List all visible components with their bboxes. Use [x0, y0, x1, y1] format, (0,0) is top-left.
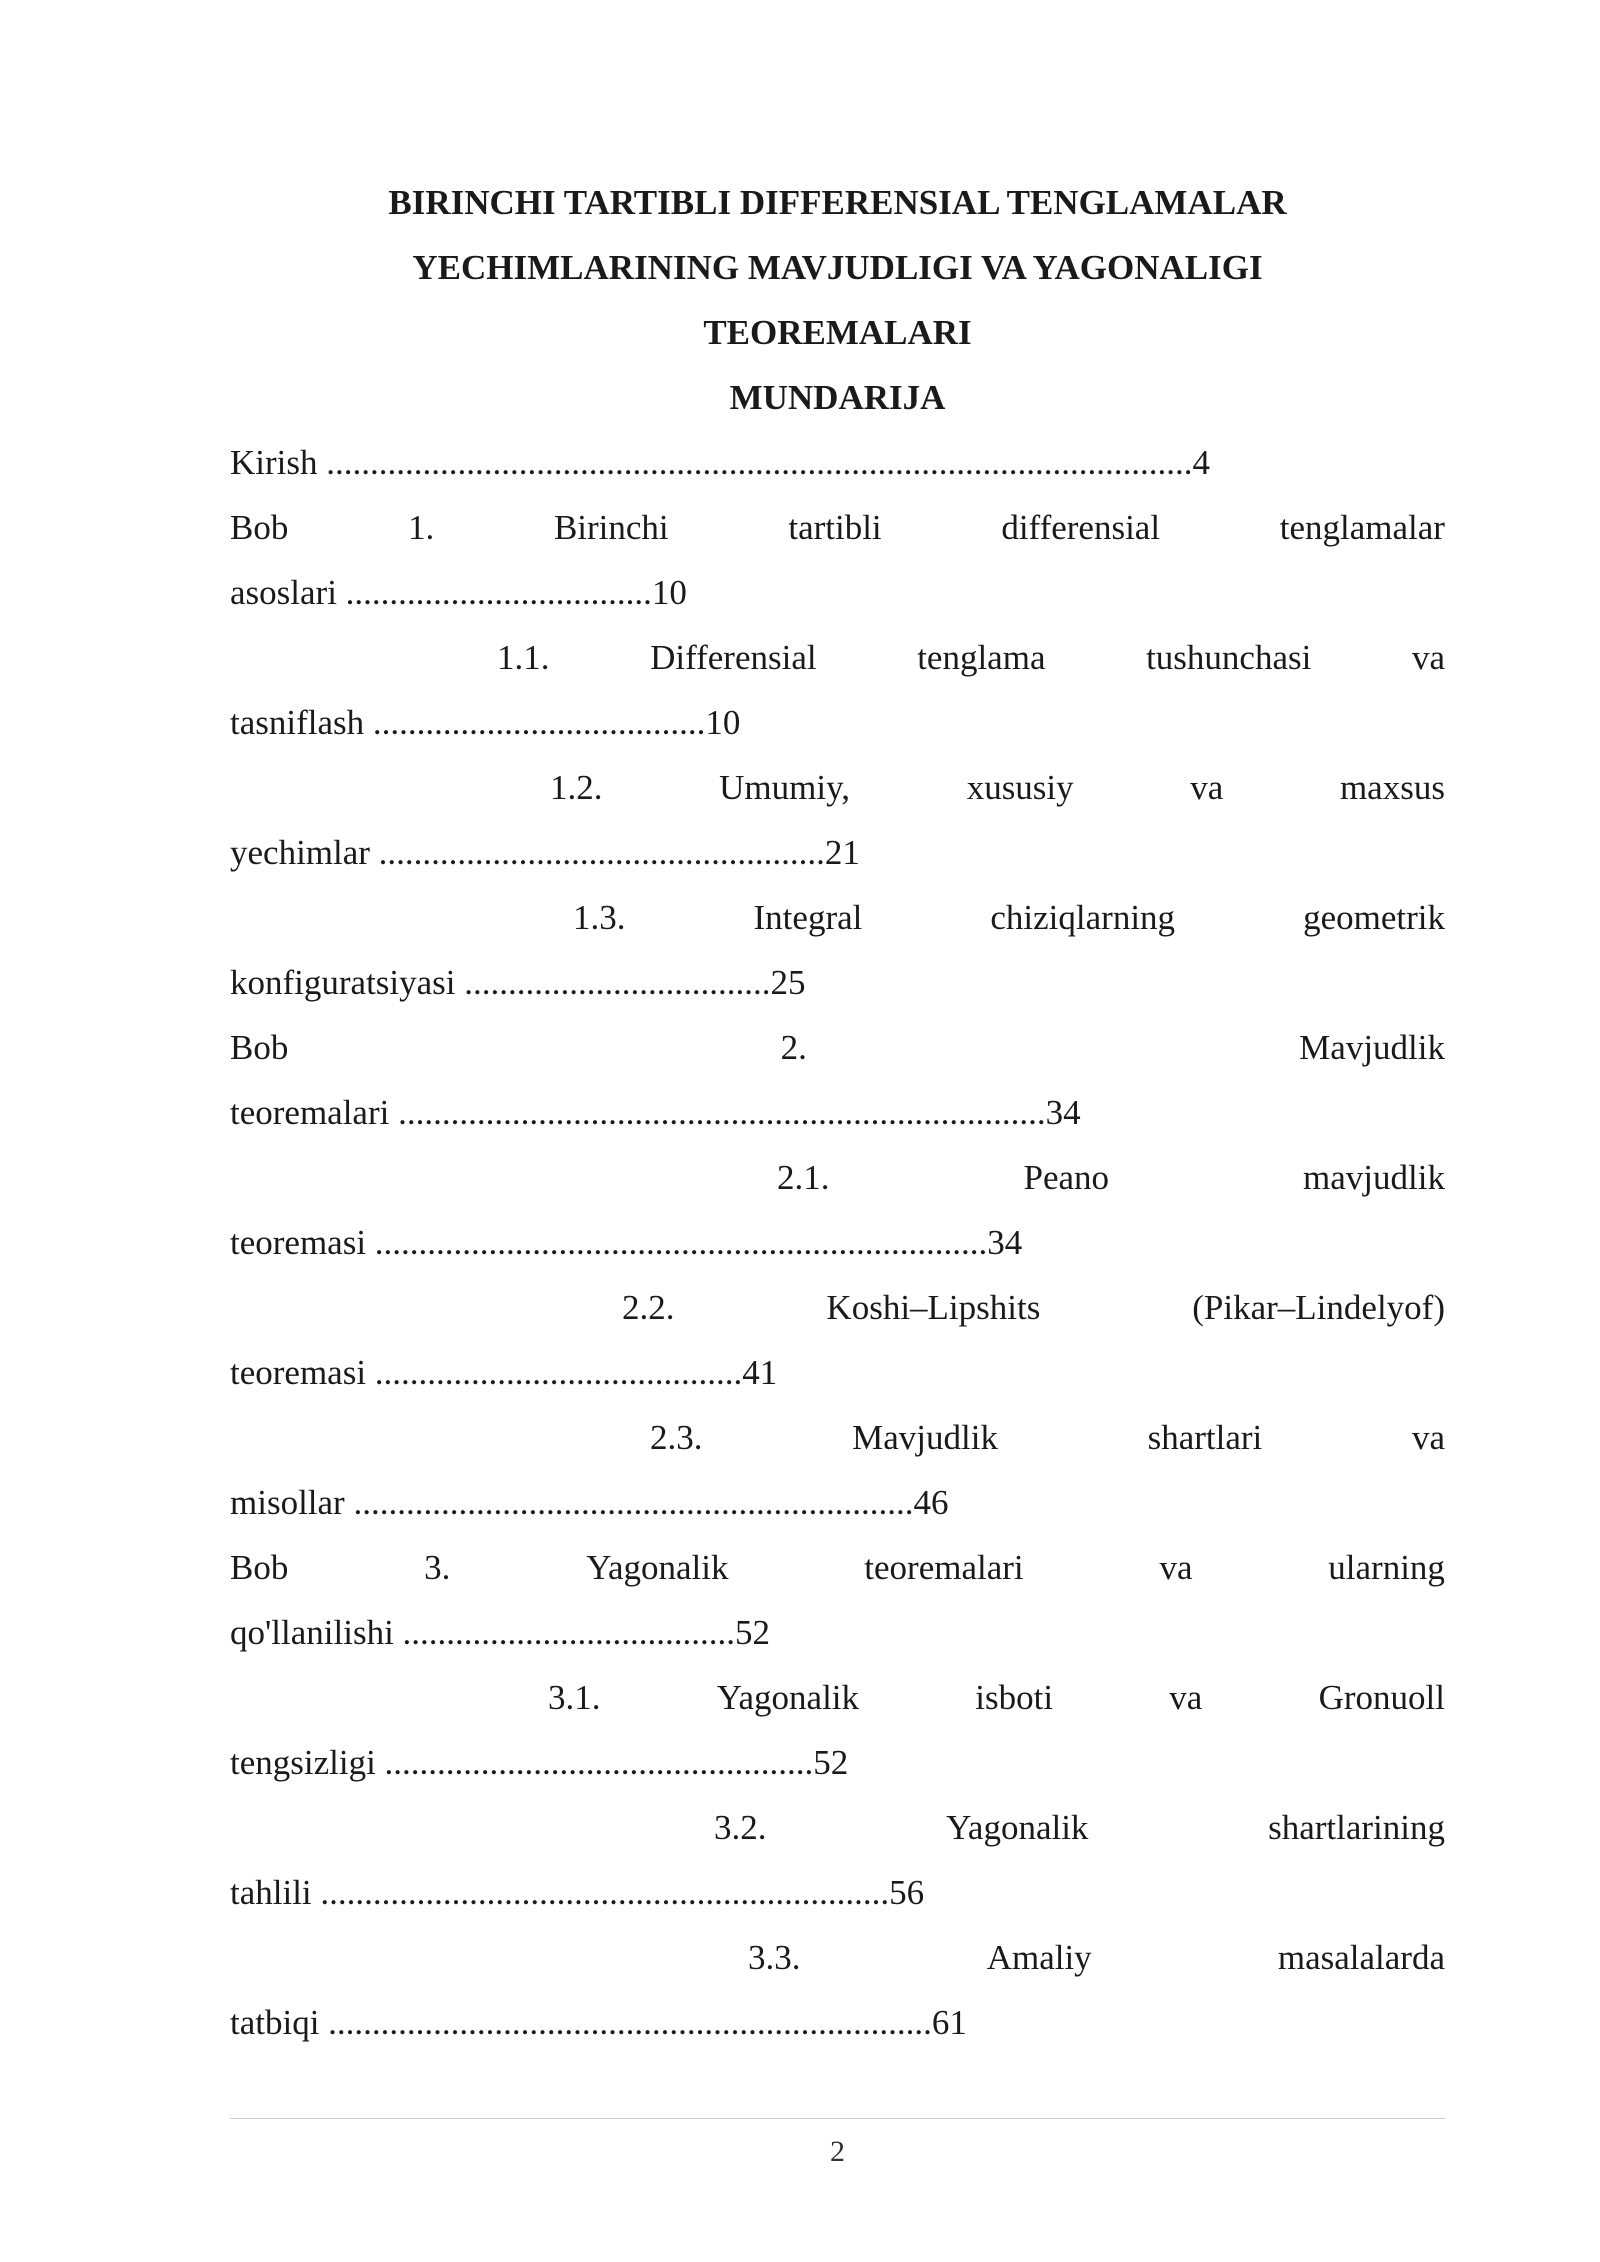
toc-entry-continuation: misollar ................................................................46	[230, 1483, 949, 1522]
toc-entry-first-line	[230, 1925, 1445, 1990]
toc-word: tenglama	[917, 638, 1046, 677]
toc-entry-first-line	[230, 1795, 1445, 1860]
toc-word: va	[1159, 1548, 1193, 1587]
toc-word: chiziqlarning	[990, 898, 1176, 937]
toc-entry-first-line	[230, 1015, 1445, 1080]
toc-entry	[230, 1145, 1445, 1275]
toc-entry	[230, 1535, 1445, 1665]
toc-word: xususiy	[966, 768, 1074, 807]
toc-entry	[230, 755, 1445, 885]
toc-word: masalalarda	[1277, 1938, 1445, 1977]
toc-word: Koshi–Lipshits	[826, 1288, 1041, 1327]
toc-entry	[230, 1925, 1445, 2055]
toc-entry	[230, 1795, 1445, 1925]
toc-word: 2.2.	[622, 1288, 675, 1327]
toc-word: tartibli	[788, 508, 882, 547]
toc-word: 2.3.	[650, 1418, 703, 1457]
toc-word: 3.	[424, 1548, 451, 1587]
table-of-contents	[230, 430, 1445, 2055]
toc-entry-first-line	[230, 1275, 1445, 1340]
toc-entry-continuation: qo'llanilishi ......................................52	[230, 1613, 771, 1652]
toc-word: Bob	[230, 1548, 289, 1587]
toc-entry	[230, 1405, 1445, 1535]
toc-word: mavjudlik	[1303, 1158, 1445, 1197]
toc-word: Umumiy,	[719, 768, 851, 807]
toc-word: 1.	[408, 508, 435, 547]
toc-entry-continuation: asoslari ...................................10	[230, 573, 687, 612]
toc-word: Birinchi	[553, 508, 669, 547]
toc-word: 3.1.	[548, 1678, 601, 1717]
toc-entry-continuation: teoremasi ..........................................41	[230, 1353, 778, 1392]
toc-word: shartlari	[1147, 1418, 1263, 1457]
toc-word: Gronuoll	[1318, 1678, 1445, 1717]
toc-entry-first-line	[230, 1405, 1445, 1470]
toc-word: va	[1411, 638, 1445, 677]
toc-word: Amaliy	[986, 1938, 1092, 1977]
document-page	[230, 170, 1445, 2055]
toc-word: Mavjudlik	[852, 1418, 998, 1457]
toc-word: differensial	[1001, 508, 1161, 547]
toc-word: Bob	[230, 508, 289, 547]
toc-entry-first-line	[230, 755, 1445, 820]
toc-word: tenglamalar	[1279, 508, 1445, 547]
toc-word: Yagonalik	[586, 1548, 729, 1587]
toc-word: va	[1169, 1678, 1203, 1717]
toc-entry-continuation: tasniflash ......................................10	[230, 703, 741, 742]
toc-word: shartlarining	[1268, 1808, 1445, 1847]
toc-entry-first-line	[230, 1535, 1445, 1600]
toc-word: maxsus	[1339, 768, 1445, 807]
toc-heading: MUNDARIJA	[729, 378, 946, 417]
toc-word: Differensial	[650, 638, 817, 677]
toc-entry-first-line	[230, 1665, 1445, 1730]
toc-word: 1.3.	[573, 898, 626, 937]
toc-entry	[230, 1275, 1445, 1405]
toc-entry	[230, 1665, 1445, 1795]
toc-word: (Pikar–Lindelyof)	[1192, 1288, 1445, 1327]
toc-word: teoremalari	[864, 1548, 1024, 1587]
toc-word: va	[1411, 1418, 1445, 1457]
toc-word: 2.	[780, 1028, 807, 1067]
toc-entry	[230, 1015, 1445, 1145]
toc-entry	[230, 885, 1445, 1015]
toc-word: Yagonalik	[716, 1678, 860, 1717]
toc-entry-continuation: teoremasi ......................................................................34	[230, 1223, 1023, 1262]
document-title-line-1: BIRINCHI TARTIBLI DIFFERENSIAL TENGLAMALAR	[388, 183, 1287, 222]
toc-entry	[230, 495, 1445, 625]
toc-entry-first-line	[230, 625, 1445, 690]
footer-divider	[230, 2118, 1445, 2119]
toc-entry-kirish: Kirish ...................................................................................................4	[230, 443, 1210, 482]
toc-word: 1.1.	[497, 638, 550, 677]
page-number: 2	[830, 2135, 845, 2168]
toc-word: 2.1.	[777, 1158, 830, 1197]
toc-entry	[230, 625, 1445, 755]
toc-word: 3.2.	[714, 1808, 767, 1847]
toc-word: va	[1190, 768, 1224, 807]
toc-entry-first-line	[230, 495, 1445, 560]
toc-word: isboti	[975, 1678, 1054, 1717]
toc-word: 3.3.	[748, 1938, 801, 1977]
toc-word: Yagonalik	[946, 1808, 1089, 1847]
toc-word: Mavjudlik	[1299, 1028, 1445, 1067]
toc-entry-first-line	[230, 1145, 1445, 1210]
toc-word: geometrik	[1303, 898, 1445, 937]
toc-entry-continuation: tengsizligi .................................................52	[230, 1743, 849, 1782]
toc-entry-continuation: yechimlar ...................................................21	[230, 833, 860, 872]
toc-word: tushunchasi	[1146, 638, 1312, 677]
document-title-line-3: TEOREMALARI	[703, 313, 972, 352]
toc-entry-first-line	[230, 885, 1445, 950]
document-title-line-2: YECHIMLARINING MAVJUDLIGI VA YAGONALIGI	[412, 248, 1263, 287]
toc-entry-continuation: tahlili .................................................................56	[230, 1873, 925, 1912]
toc-entry-continuation: tatbiqi .....................................................................61	[230, 2003, 967, 2042]
toc-word: Integral	[753, 898, 863, 937]
toc-word: ularning	[1328, 1548, 1445, 1587]
toc-entry-continuation: teoremalari ..........................................................................34	[230, 1093, 1081, 1132]
toc-word: 1.2.	[550, 768, 603, 807]
toc-entry-continuation: konfiguratsiyasi ...................................25	[230, 963, 806, 1002]
toc-word: Peano	[1023, 1158, 1110, 1197]
toc-word: Bob	[230, 1028, 289, 1067]
